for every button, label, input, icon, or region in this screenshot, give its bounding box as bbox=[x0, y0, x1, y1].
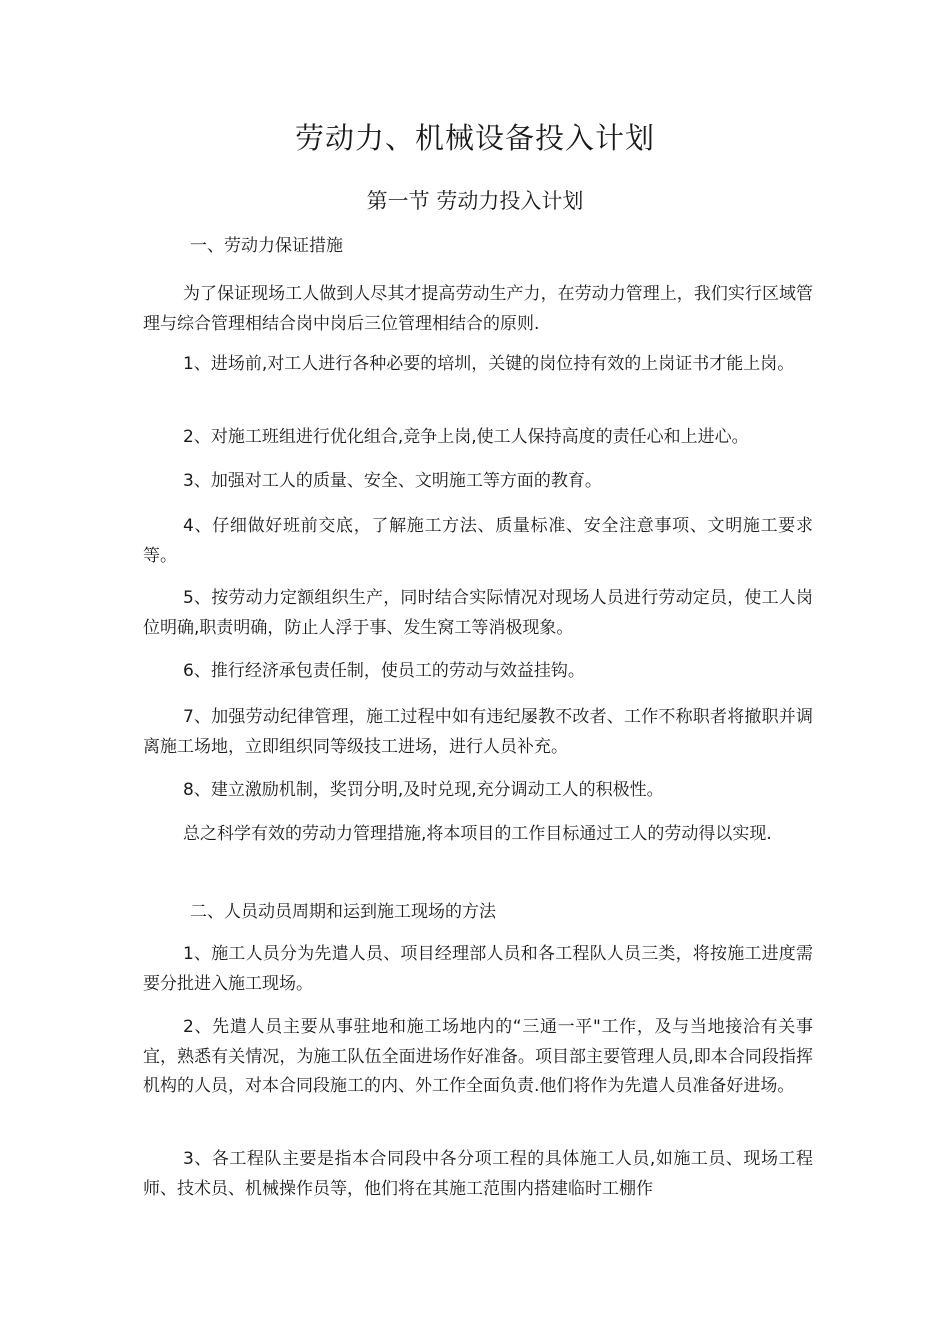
measure-item: 2、对施工班组进行优化组合,竞争上岗,使工人保持高度的责任心和上进心。 bbox=[183, 427, 749, 447]
intro-paragraph: 为了保证现场工人做到人尽其才提高劳动生产力，在劳动力管理上，我们实行区域管理与综合管理相结合岗中岗后三位管理相结合的原则. bbox=[143, 284, 813, 334]
heading-mobilization: 二、人员动员周期和运到施工现场的方法 bbox=[190, 902, 496, 922]
measure-item: 5、按劳动力定额组织生产，同时结合实际情况对现场人员进行劳动定员，使工人岗位明确,职责明确，防止人浮于事、发生窝工等消极现象。 bbox=[143, 588, 813, 638]
section-title: 第一节 劳动力投入计划 bbox=[366, 189, 584, 213]
mobilization-item: 2、先遣人员主要从事驻地和施工场地内的“三通一平"工作，及与当地接洽有关事宜，熟悉有关情况，为施工队伍全面进场作好准备。项目部主要管理人员,即本合同段指挥机构的人员，对本合同段施工的内、外工作全面负责.他们将作为先遣人员准备好进场。 bbox=[143, 1017, 813, 1096]
heading-labor-measures: 一、劳动力保证措施 bbox=[190, 236, 343, 256]
summary-paragraph: 总之科学有效的劳动力管理措施,将本项目的工作目标通过工人的劳动得以实现. bbox=[183, 824, 772, 844]
measure-item: 4、仔细做好班前交底，了解施工方法、质量标准、安全注意事项、文明施工要求等。 bbox=[143, 516, 813, 566]
measure-item: 3、加强对工人的质量、安全、文明施工等方面的教育。 bbox=[183, 471, 602, 491]
document-title: 劳动力、机械设备投入计划 bbox=[294, 121, 655, 155]
measure-item: 6、推行经济承包责任制，使员工的劳动与效益挂钩。 bbox=[183, 661, 585, 681]
measure-item: 7、加强劳动纪律管理，施工过程中如有违纪屡教不改者、工作不称职者将撤职并调离施工场地，立即组织同等级技工进场，进行人员补充。 bbox=[143, 707, 813, 757]
mobilization-item: 1、施工人员分为先遣人员、项目经理部人员和各工程队人员三类，将按施工进度需要分批进入施工现场。 bbox=[143, 944, 813, 994]
measure-item: 1、进场前,对工人进行各种必要的培圳，关键的岗位持有效的上岗证书才能上岗。 bbox=[183, 354, 795, 374]
measure-item: 8、建立激励机制，奖罚分明,及时兑现,充分调动工人的积极性。 bbox=[183, 780, 664, 800]
mobilization-item: 3、各工程队主要是指本合同段中各分项工程的具体施工人员,如施工员、现场工程师、技术员、机械操作员等，他们将在其施工范围内搭建临时工棚作 bbox=[143, 1149, 813, 1199]
